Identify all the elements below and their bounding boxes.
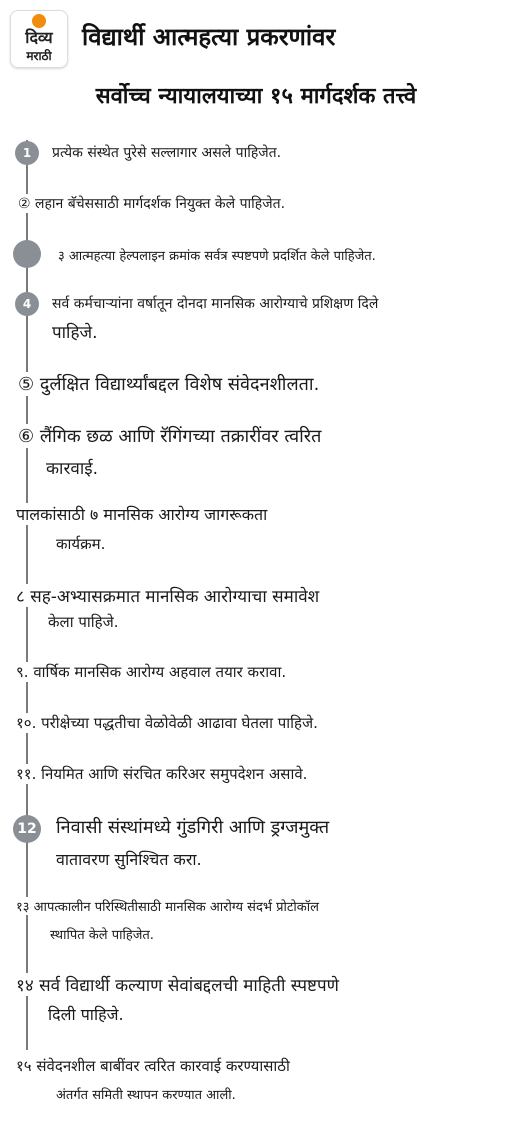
guideline-item-15-cont: अंतर्गत समिती स्थापन करण्यात आली. <box>56 1088 236 1103</box>
guideline-item-6: ⑥ लैंगिक छळ आणि रॅगिंगच्या तक्रारींवर त्वरित <box>18 424 325 448</box>
guideline-item-4-cont: पाहिजे. <box>52 323 98 343</box>
guideline-item-8-cont: केला पाहिजे. <box>48 613 119 631</box>
guideline-item-10: १०. परीक्षेच्या पद्धतीचा वेळोवेळी आढावा घेतला पाहिजे. <box>16 713 322 733</box>
logo-text-line2: मराठी <box>26 49 52 63</box>
guideline-item-4: सर्व कर्मचाऱ्यांना वर्षातून दोनदा मानसिक आरोग्याचे प्रशिक्षण दिले <box>52 296 379 312</box>
page-title-line2: सर्वोच्च न्यायालयाच्या १५ मार्गदर्शक तत्त्वे <box>95 84 417 109</box>
guideline-item-7: पालकांसाठी ७ मानसिक आरोग्य जागरूकता <box>16 503 271 525</box>
guideline-item-13-cont: स्थापित केले पाहिजेत. <box>50 928 154 943</box>
guideline-item-12-cont: वातावरण सुनिश्चित करा. <box>56 850 202 869</box>
guideline-item-6-cont: कारवाई. <box>46 459 99 479</box>
guideline-item-11: ११. नियमित आणि संरचित करिअर समुपदेशन असावे. <box>16 764 311 784</box>
guideline-item-15: १५ संवेदनशील बाबींवर त्वरित कारवाई करण्यासाठी <box>16 1056 294 1076</box>
guideline-item-5: ⑤ दुर्लक्षित विद्यार्थ्यांबद्दल विशेष संवेदनशीलता. <box>18 372 323 396</box>
guideline-item-13: १३ आपत्कालीन परिस्थितीसाठी मानसिक आरोग्य संदर्भ प्रोटोकॉल <box>16 897 323 915</box>
number-badge-4: 4 <box>15 292 39 316</box>
page-title-line1: विद्यार्थी आत्महत्या प्रकरणांवर <box>82 23 336 51</box>
number-badge-1: 1 <box>15 141 39 165</box>
guideline-item-7-cont: कार्यक्रम. <box>56 535 106 553</box>
number-badge-3 <box>13 240 41 268</box>
guideline-item-9: ९. वार्षिक मानसिक आरोग्य अहवाल तयार करावा. <box>16 662 290 682</box>
guideline-item-1: प्रत्येक संस्थेत पुरेसे सल्लागार असले पाहिजेत. <box>52 145 282 161</box>
guideline-item-3: ३ आत्महत्या हेल्पलाइन क्रमांक सर्वत्र स्पष्टपणे प्रदर्शित केले पाहिजेत. <box>58 249 376 264</box>
number-badge-12: 12 <box>13 815 41 843</box>
guideline-item-14-cont: दिली पाहिजे. <box>48 1005 124 1024</box>
guideline-item-14: १४ सर्व विद्यार्थी कल्याण सेवांबद्दलची माहिती स्पष्टपणे <box>16 973 343 996</box>
divya-marathi-logo <box>10 10 68 68</box>
guideline-item-2: ② लहान बॅचेससाठी मार्गदर्शक नियुक्त केले पाहिजेत. <box>18 194 289 213</box>
guideline-item-8: ८ सह-अभ्यासक्रमात मानसिक आरोग्याचा समावेश <box>16 584 323 607</box>
sun-icon <box>32 14 46 28</box>
logo-text-line1: दिव्य <box>25 28 53 47</box>
guideline-item-12: निवासी संस्थांमध्ये गुंडगिरी आणि ड्रग्जमुक्त <box>56 817 330 838</box>
